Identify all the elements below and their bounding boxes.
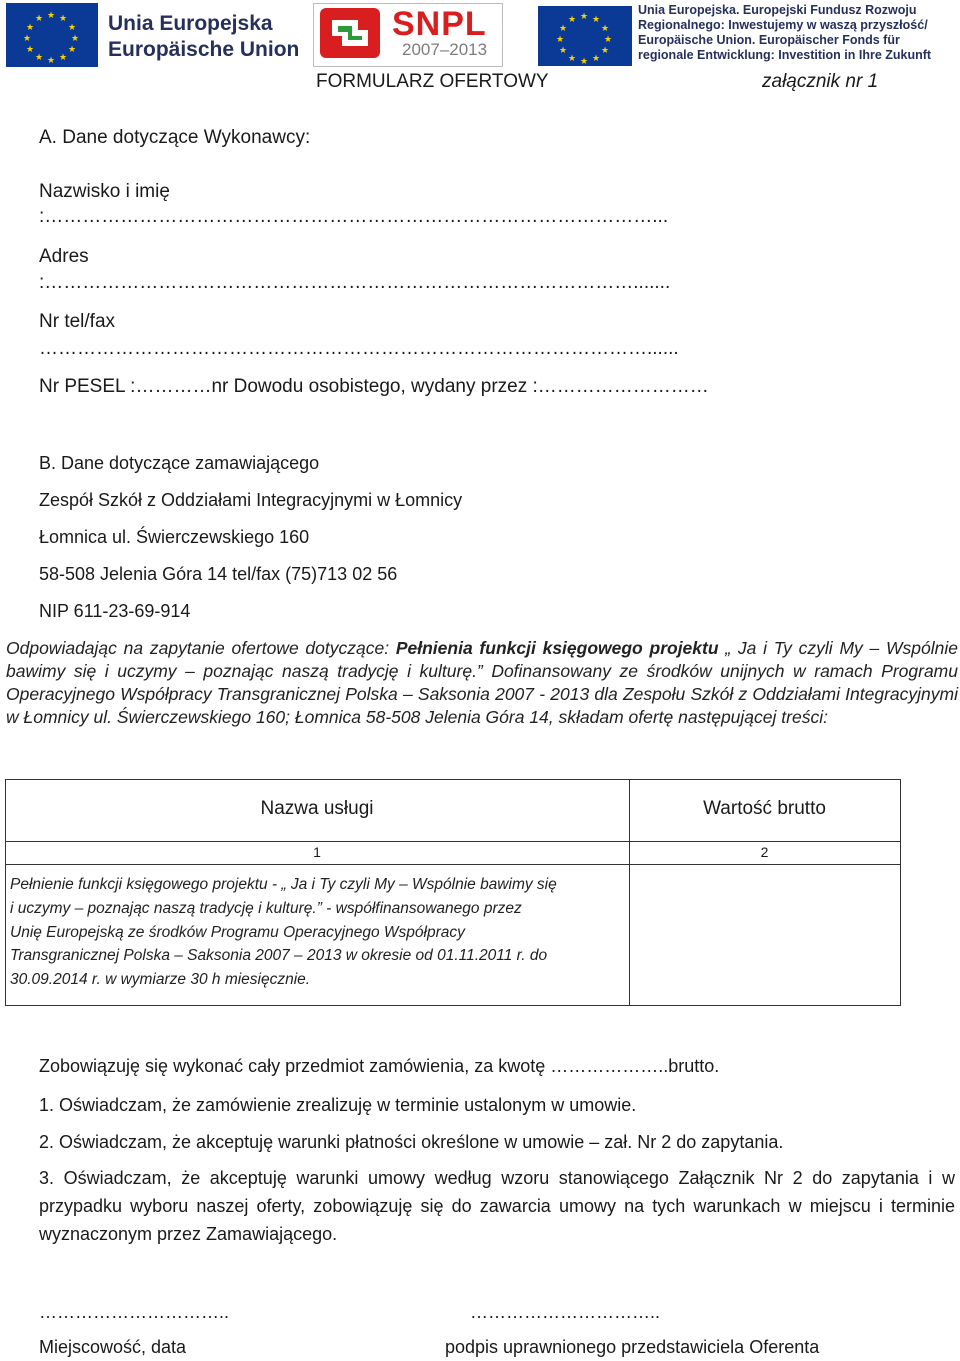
statement-2: 2. Oświadczam, że akceptuję warunki płatności określone w umowie – zał. Nr 2 do zapytania. — [39, 1132, 784, 1152]
eu-fund-line1: Unia Europejska. Europejski Fundusz Rozwoju — [638, 3, 917, 17]
snpl-name: SNPL — [392, 5, 487, 43]
eu-fund-line3: Europäische Union. Europäischer Fonds für — [638, 33, 900, 47]
phone-field[interactable]: ……………………………………………………………………………………...... — [39, 338, 679, 359]
statement-1: 1. Oświadczam, że zamówienie zrealizuję w terminie ustalonym w umowie. — [39, 1095, 637, 1115]
client-city-phone: 58-508 Jelenia Góra 14 tel/fax (75)713 02 56 — [39, 564, 398, 584]
signature-label: podpis uprawnionego przedstawiciela Oferenta — [445, 1337, 820, 1357]
signature-field[interactable]: ………………………….. — [470, 1302, 661, 1322]
section-b-heading: B. Dane dotyczące zamawiającego — [39, 453, 320, 473]
col-header-service-name: Nazwa usługi — [260, 798, 374, 819]
col-header-gross-value: Wartość brutto — [703, 798, 826, 819]
address-label: Adres — [39, 246, 89, 267]
snpl-emblem-icon — [318, 6, 382, 60]
form-title: FORMULARZ OFERTOWY — [316, 71, 549, 92]
name-field[interactable]: :……………………………………………………………………………………... — [39, 206, 669, 227]
commitment-line: Zobowiązuję się wykonać cały przedmiot zamówienia, za kwotę ………………..brutto. — [39, 1056, 720, 1076]
phone-label: Nr tel/fax — [39, 311, 116, 332]
eu-fund-line2: Regionalnego: Inwestujemy w waszą przyszłość/ — [638, 18, 928, 32]
gross-value-cell[interactable] — [634, 870, 894, 1000]
place-date-label: Miejscowość, data — [39, 1337, 187, 1357]
service-description: Pełnienie funkcji księgowego projektu - „ Ja i Ty czyli My – Wspólnie bawimy się i uczymy – poznając naszą tradycję i kulturę.” - współfinansowanego przez Unię Europejską ze środków Programu Operacyjnego Współpracy Transgranicznej Polska – Saksonia 2007 – 2013 w okresie od 01.11.2011 r. do 30.09.2014 r. w wymiarze 30 h miesięcznie. — [10, 876, 557, 989]
eu-logo-line2: Europäische Union — [108, 38, 300, 61]
eu-fund-line4: regionale Entwicklung: Investition in Ihre Zukunft — [638, 48, 932, 62]
col-number-2: 2 — [760, 844, 769, 860]
eu-flag-icon: ★ ★ ★ ★ ★ ★ ★ ★ ★ ★ ★ ★ — [6, 3, 98, 67]
eu-flag-icon: ★ ★ ★ ★ ★ ★ ★ ★ ★ ★ ★ ★ — [538, 6, 632, 66]
col-number-1: 1 — [313, 844, 321, 860]
client-nip: NIP 611-23-69-914 — [39, 601, 191, 621]
name-label: Nazwisko i imię — [39, 181, 170, 202]
client-name: Zespół Szkół z Oddziałami Integracyjnymi w Łomnicy — [39, 490, 463, 510]
intro-paragraph: Odpowiadając na zapytanie ofertowe dotyczące: Pełnienia funkcji księgowego projektu „ Ja i Ty czyli My – Wspólnie bawimy się i uczymy – poznając naszą tradycję i kulturę.” Dofinansowany ze środków unijnych w ramach Programu Operacyjnego Współpracy Transgranicznej Polska – Saksonia 2007 - 2013 dla Zespołu Szkół z Oddziałami Integracyjnymi w Łomnicy ul. Świerczewskiego 160; Łomnica 58-508 Jelenia Góra 14, składam ofertę następującej treści: — [6, 638, 958, 727]
address-field[interactable]: :…………………………………………………………………………………....... — [39, 272, 671, 293]
section-a-heading: A. Dane dotyczące Wykonawcy: — [39, 127, 311, 148]
eu-logo-line1: Unia Europejska — [108, 12, 273, 35]
snpl-years: 2007–2013 — [402, 40, 488, 59]
place-date-field[interactable]: ………………………….. — [39, 1302, 230, 1322]
client-street: Łomnica ul. Świerczewskiego 160 — [39, 527, 310, 547]
annex-label: załącznik nr 1 — [762, 71, 879, 92]
statement-3: 3. Oświadczam, że akceptuję warunki umowy według wzoru stanowiącego Załącznik Nr 2 do zapytania i w przypadku wyboru naszej oferty, zobowiązuję się do zawarcia umowy na tych warunkach w miejscu i terminie wyznaczonym przez Zamawiającego. — [39, 1168, 955, 1244]
pesel-id-field[interactable]: Nr PESEL :…………nr Dowodu osobistego, wydany przez :……………………… — [39, 376, 709, 397]
